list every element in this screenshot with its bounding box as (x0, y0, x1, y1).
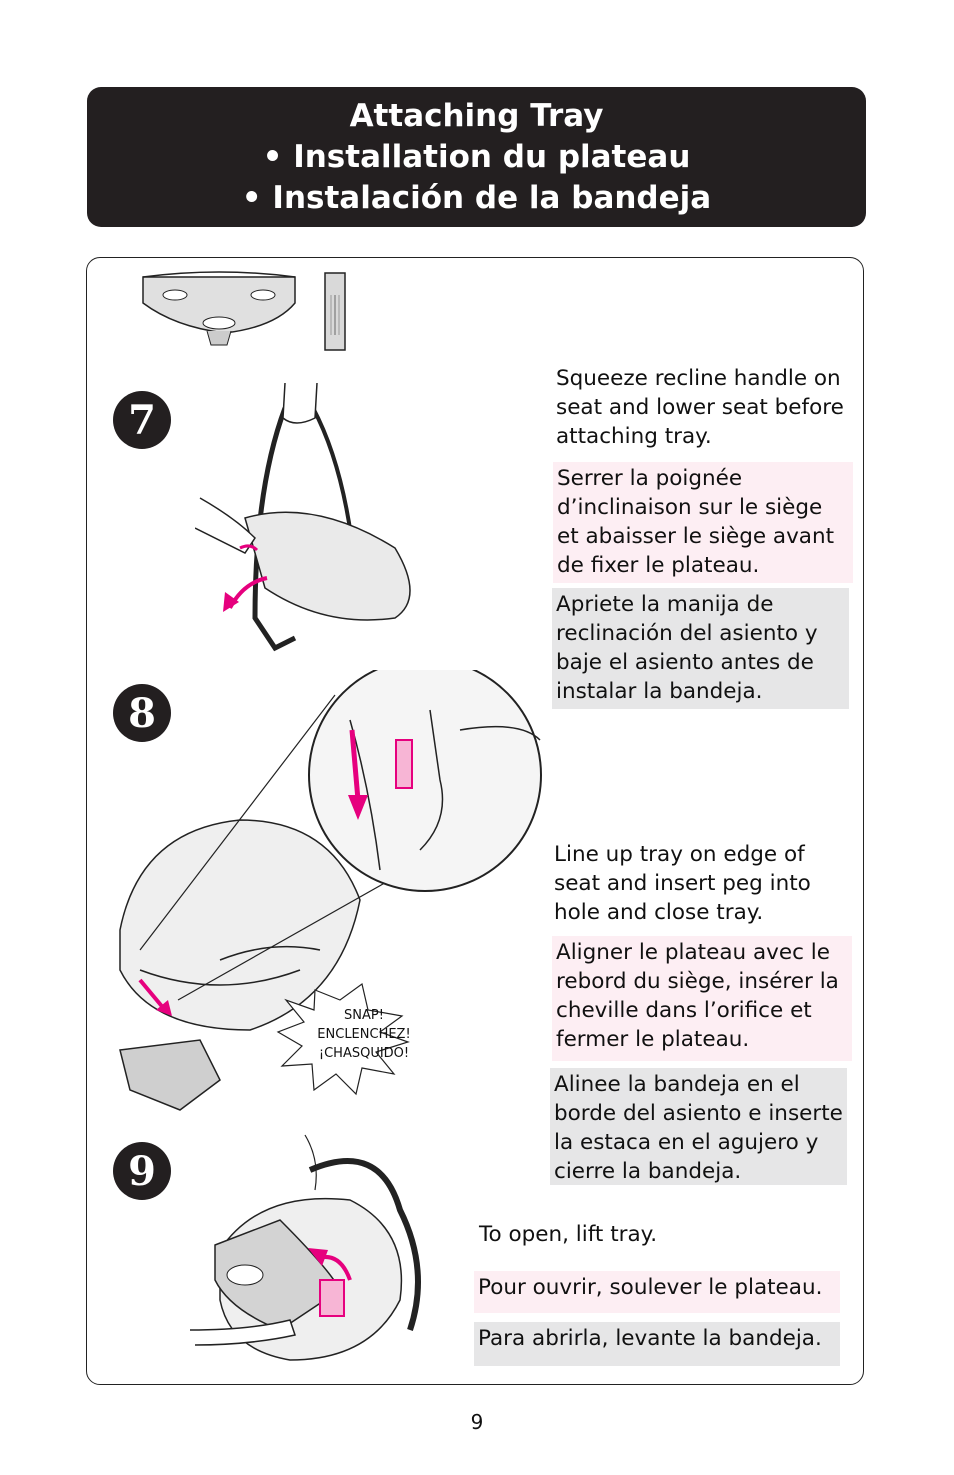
snap-burst (298, 1006, 430, 1063)
step-7-number: 7 (128, 396, 156, 444)
tray-parts-illustration (135, 265, 355, 360)
step-7-text-spanish: Apriete la manija de reclinación del asiento y baje el asiento antes de instalar la bandeja. (552, 588, 849, 709)
step-9-text-french: Pour ouvrir, soulever le plateau. (474, 1271, 840, 1313)
step-9-illustration (190, 1130, 460, 1370)
step-7-text-french: Serrer la poignée d’inclinaison sur le siège et abaisser le siège avant de fixer le plateau. (553, 462, 853, 583)
snap-burst-english: SNAP! (344, 1008, 384, 1023)
title-spanish: • Instalación de la bandeja (241, 179, 712, 216)
snap-burst-french: ENCLENCHEZ! (317, 1027, 411, 1042)
snap-burst-spanish: ¡CHASQUIDO! (318, 1046, 410, 1061)
step-9-text-english: To open, lift tray. (479, 1222, 658, 1247)
step-7-text-english: Squeeze recline handle on seat and lower seat before attaching tray. (556, 366, 844, 449)
step-8-text-english: Line up tray on edge of seat and insert peg into hole and close tray. (554, 842, 811, 925)
title-banner (87, 87, 866, 227)
step-9-number: 9 (128, 1147, 156, 1195)
title-english: Attaching Tray (349, 97, 604, 134)
title-french: • Installation du plateau (262, 138, 691, 175)
page-number: 9 (470, 1410, 484, 1434)
step-8-text-spanish: Alinee la bandeja en el borde del asiento e inserte la estaca en el agujero y cierre la bandeja. (550, 1068, 847, 1185)
step-8-number: 8 (128, 689, 156, 737)
step-9-badge (113, 1142, 171, 1200)
step-7-badge (113, 391, 171, 449)
step-7-illustration (195, 378, 435, 660)
step-9-text-spanish: Para abrirla, levante la bandeja. (474, 1322, 840, 1366)
step-8-text-french: Aligner le plateau avec le rebord du siège, insérer la cheville dans l’orifice et fermer le plateau. (552, 936, 852, 1061)
